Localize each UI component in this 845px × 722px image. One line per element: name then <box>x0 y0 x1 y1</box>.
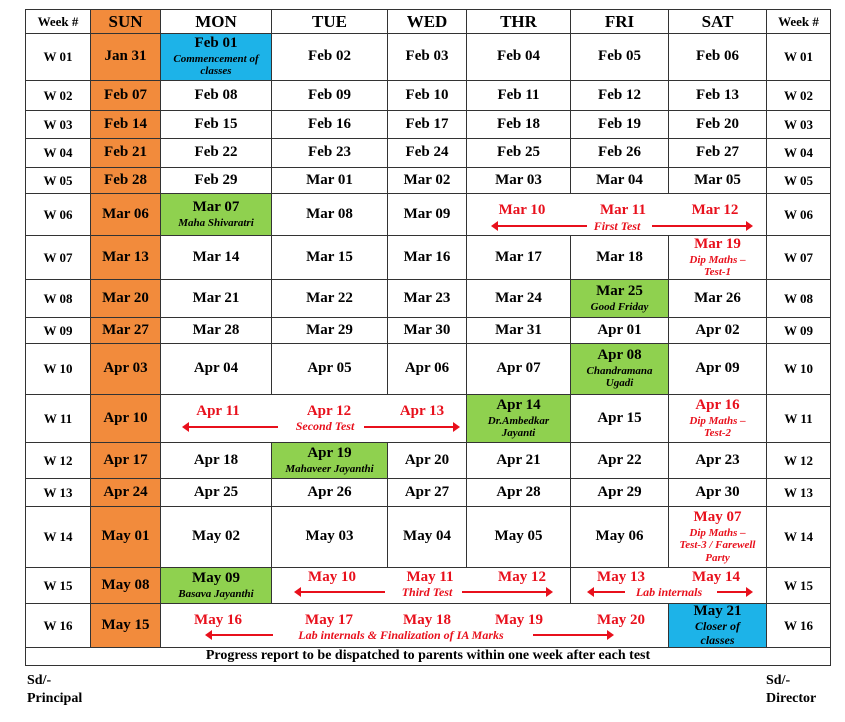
week-label-left: W 01 <box>25 33 91 81</box>
test-date-label: Apr 13 <box>399 403 445 419</box>
day-cell <box>466 394 571 443</box>
date-label: Mar 30 <box>403 321 451 338</box>
day-cell <box>668 603 767 648</box>
week-label-right: W 02 <box>766 80 831 111</box>
date-label: Apr 18 <box>193 451 239 468</box>
day-cell <box>570 317 669 344</box>
arrow-left-icon <box>300 591 385 593</box>
date-label: Mar 17 <box>495 248 542 265</box>
arrow-right-icon <box>533 634 608 636</box>
date-label: Feb 18 <box>497 115 540 132</box>
test-period-area <box>271 567 571 604</box>
date-label: Apr 24 <box>103 483 148 500</box>
date-label: Feb 25 <box>497 144 540 161</box>
test-date-label: May 19 <box>495 612 543 628</box>
day-cell <box>160 193 272 236</box>
principal-signature <box>27 672 82 708</box>
day-cell <box>466 33 571 81</box>
week-label-right: W 07 <box>766 235 831 280</box>
day-cell <box>90 394 161 443</box>
day-cell <box>570 80 669 111</box>
test-period-area <box>160 603 669 648</box>
day-cell <box>90 343 161 395</box>
date-label: Feb 08 <box>194 86 238 103</box>
week-label-left: W 14 <box>25 506 91 568</box>
date-label: Apr 22 <box>597 451 642 468</box>
date-label: Apr 20 <box>404 451 450 468</box>
test-date-label: May 11 <box>406 569 454 585</box>
arrow-left-icon <box>593 591 625 593</box>
day-cell <box>271 478 388 507</box>
date-label: Mar 26 <box>694 289 741 306</box>
test-date-label: May 16 <box>194 612 242 628</box>
test-name-label: Second Test <box>295 419 355 433</box>
test-date-label: Mar 10 <box>498 202 546 218</box>
day-cell <box>271 343 388 395</box>
day-cell <box>570 33 669 81</box>
day-cell <box>387 317 467 344</box>
day-cell <box>160 138 272 168</box>
day-cell <box>668 33 767 81</box>
date-label: Apr 21 <box>496 451 541 468</box>
day-cell <box>387 478 467 507</box>
date-label: Apr 23 <box>695 451 740 468</box>
week-label-right: W 01 <box>766 33 831 81</box>
test-date-label: Apr 12 <box>306 403 352 419</box>
day-cell <box>271 235 388 280</box>
day-cell <box>90 506 161 568</box>
day-cell <box>668 80 767 111</box>
date-label: Apr 14 <box>496 396 541 413</box>
day-cell <box>160 442 272 479</box>
day-cell <box>387 343 467 395</box>
week-label-right: W 03 <box>766 110 831 139</box>
day-cell <box>90 167 161 194</box>
week-label-left: W 16 <box>25 603 91 648</box>
week-label-right: W 16 <box>766 603 831 648</box>
day-cell <box>466 506 571 568</box>
day-cell <box>90 235 161 280</box>
week-label-right: W 10 <box>766 343 831 395</box>
day-cell <box>387 235 467 280</box>
day-cell <box>160 167 272 194</box>
header-wed: WED <box>387 9 467 34</box>
week-label-left: W 05 <box>25 167 91 194</box>
day-cell <box>90 80 161 111</box>
date-label: Mar 03 <box>495 171 542 188</box>
date-label: Apr 08 <box>597 347 642 364</box>
test-name-label: First Test <box>593 219 641 233</box>
test-date-label: May 17 <box>305 612 353 628</box>
day-cell <box>271 80 388 111</box>
day-cell <box>160 80 272 111</box>
day-cell <box>570 138 669 168</box>
date-label: Feb 28 <box>104 171 147 188</box>
day-cell <box>387 167 467 194</box>
date-label: Feb 15 <box>194 115 238 132</box>
day-cell <box>570 110 669 139</box>
day-cell <box>160 567 272 604</box>
test-name-label: Lab internals & Finalization of IA Marks <box>298 628 504 642</box>
event-note: Mahaveer Jayanthi <box>285 462 374 475</box>
date-label: Feb 13 <box>696 86 739 103</box>
day-cell <box>160 110 272 139</box>
day-cell <box>466 478 571 507</box>
week-label-right: W 09 <box>766 317 831 344</box>
arrow-right-icon <box>462 591 547 593</box>
day-cell <box>90 279 161 318</box>
day-cell <box>90 317 161 344</box>
date-label: Mar 14 <box>192 248 240 265</box>
week-label-right: W 12 <box>766 442 831 479</box>
date-label: Feb 12 <box>598 86 641 103</box>
week-label-right: W 14 <box>766 506 831 568</box>
director-title: Director <box>766 691 817 707</box>
arrow-right-icon <box>717 591 747 593</box>
date-label: Mar 08 <box>306 205 353 222</box>
day-cell <box>387 138 467 168</box>
date-label: Apr 28 <box>496 483 541 500</box>
day-cell <box>90 478 161 507</box>
date-label: Mar 04 <box>596 171 643 188</box>
date-label: Mar 02 <box>403 171 451 188</box>
date-label: Feb 06 <box>696 48 739 65</box>
date-label: Apr 15 <box>597 409 642 426</box>
day-cell <box>160 317 272 344</box>
date-label: Mar 15 <box>306 248 353 265</box>
day-cell <box>271 138 388 168</box>
event-note: Closer of classes <box>695 619 740 647</box>
date-label: May 01 <box>101 528 150 545</box>
date-label: Mar 29 <box>306 321 353 338</box>
event-note: Basava Jayanthi <box>178 587 254 600</box>
date-label: May 05 <box>494 528 543 545</box>
day-cell <box>570 478 669 507</box>
week-label-left: W 02 <box>25 80 91 111</box>
header-sat: SAT <box>668 9 767 34</box>
date-label: Feb 29 <box>194 171 238 188</box>
date-label: Apr 02 <box>695 321 740 338</box>
date-label: Feb 01 <box>194 35 238 52</box>
date-label: Apr 01 <box>597 321 642 338</box>
test-date-label: May 14 <box>692 569 740 585</box>
date-label: Feb 11 <box>497 86 540 103</box>
week-label-left: W 04 <box>25 138 91 168</box>
date-label: Apr 04 <box>193 360 239 377</box>
header-week: Week # <box>25 9 91 34</box>
date-label: Mar 18 <box>596 248 643 265</box>
test-date-label: May 18 <box>403 612 451 628</box>
event-note: Dip Maths – Test-3 / Farewell Party <box>679 526 756 564</box>
date-label: Apr 10 <box>103 409 148 426</box>
event-note: Dip Maths – Test-2 <box>689 414 746 439</box>
day-cell <box>466 80 571 111</box>
date-label: Feb 14 <box>104 115 147 132</box>
date-label: May 04 <box>403 528 451 545</box>
week-label-left: W 09 <box>25 317 91 344</box>
day-cell <box>668 442 767 479</box>
date-label: May 07 <box>693 509 742 526</box>
week-label-right: W 05 <box>766 167 831 194</box>
day-cell <box>271 167 388 194</box>
day-cell <box>271 279 388 318</box>
date-label: Apr 07 <box>496 360 541 377</box>
day-cell <box>570 442 669 479</box>
week-label-left: W 13 <box>25 478 91 507</box>
date-label: Apr 06 <box>404 360 450 377</box>
date-label: Apr 25 <box>193 483 239 500</box>
test-date-label: May 20 <box>597 612 645 628</box>
date-label: Mar 09 <box>403 205 451 222</box>
date-label: Feb 03 <box>405 48 449 65</box>
test-date-label: Apr 11 <box>196 403 240 419</box>
date-label: Mar 22 <box>306 289 353 306</box>
event-note: Dr.Ambedkar Jayanti <box>487 414 550 439</box>
principal-title: Principal <box>27 691 83 707</box>
date-label: Feb 24 <box>405 144 449 161</box>
day-cell <box>668 138 767 168</box>
week-label-left: W 06 <box>25 193 91 236</box>
event-note: Dip Maths – Test-1 <box>689 253 746 278</box>
day-cell <box>570 506 669 568</box>
event-note: Chandramana Ugadi <box>586 365 653 390</box>
day-cell <box>90 110 161 139</box>
test-name-label: Third Test <box>401 585 453 599</box>
week-label-right: W 11 <box>766 394 831 443</box>
day-cell <box>90 193 161 236</box>
week-label-left: W 11 <box>25 394 91 443</box>
date-label: Mar 31 <box>495 321 542 338</box>
date-label: Apr 27 <box>404 483 450 500</box>
date-label: Feb 02 <box>308 48 351 65</box>
test-date-label: Mar 12 <box>691 202 739 218</box>
week-label-left: W 03 <box>25 110 91 139</box>
day-cell <box>466 167 571 194</box>
week-label-left: W 07 <box>25 235 91 280</box>
date-label: Mar 25 <box>596 282 643 299</box>
date-label: Feb 17 <box>405 115 449 132</box>
test-date-label: Mar 11 <box>600 202 646 218</box>
day-cell <box>466 110 571 139</box>
date-label: Mar 13 <box>102 248 149 265</box>
day-cell <box>271 33 388 81</box>
principal-sd: Sd/- <box>27 673 52 688</box>
header-fri: FRI <box>570 9 669 34</box>
event-note: Maha Shivaratri <box>178 216 254 229</box>
day-cell <box>570 167 669 194</box>
day-cell <box>387 193 467 236</box>
date-label: May 15 <box>101 616 150 633</box>
header-mon: MON <box>160 9 272 34</box>
week-label-left: W 12 <box>25 442 91 479</box>
day-cell <box>466 343 571 395</box>
date-label: Mar 05 <box>694 171 741 188</box>
date-label: May 06 <box>595 528 644 545</box>
week-label-right: W 04 <box>766 138 831 168</box>
date-label: Feb 16 <box>308 115 351 132</box>
day-cell <box>90 442 161 479</box>
test-period-area <box>160 394 467 443</box>
day-cell <box>387 279 467 318</box>
date-label: Mar 24 <box>495 289 542 306</box>
date-label: May 08 <box>101 576 150 593</box>
date-label: Mar 20 <box>102 289 149 306</box>
header-tue: TUE <box>271 9 388 34</box>
date-label: Mar 23 <box>403 289 451 306</box>
date-label: Apr 09 <box>695 360 740 377</box>
test-date-label: May 12 <box>498 569 546 585</box>
date-label: Feb 07 <box>104 86 147 103</box>
day-cell <box>570 279 669 318</box>
day-cell <box>570 394 669 443</box>
test-date-label: May 13 <box>597 569 645 585</box>
day-cell <box>668 317 767 344</box>
arrow-left-icon <box>188 426 278 428</box>
test-date-label: May 10 <box>308 569 356 585</box>
day-cell <box>668 343 767 395</box>
date-label: Apr 05 <box>307 360 352 377</box>
date-label: Apr 03 <box>103 360 148 377</box>
day-cell <box>271 317 388 344</box>
day-cell <box>160 33 272 81</box>
day-cell <box>387 442 467 479</box>
date-label: Feb 23 <box>308 144 351 161</box>
test-name-label: Lab internals <box>635 585 703 599</box>
test-period-area <box>570 567 767 604</box>
date-label: May 21 <box>693 603 742 619</box>
day-cell <box>271 110 388 139</box>
date-label: Feb 22 <box>194 144 238 161</box>
date-label: Apr 26 <box>307 483 352 500</box>
day-cell <box>160 506 272 568</box>
day-cell <box>466 442 571 479</box>
date-label: Mar 19 <box>694 235 741 252</box>
date-label: Feb 19 <box>598 115 641 132</box>
date-label: Apr 30 <box>695 483 740 500</box>
day-cell <box>387 33 467 81</box>
week-label-left: W 08 <box>25 279 91 318</box>
day-cell <box>570 343 669 395</box>
date-label: Mar 06 <box>102 205 149 222</box>
date-label: Mar 28 <box>192 321 240 338</box>
day-cell <box>466 138 571 168</box>
day-cell <box>668 235 767 280</box>
date-label: Mar 07 <box>192 198 240 215</box>
date-label: Jan 31 <box>104 48 147 65</box>
date-label: Feb 05 <box>598 48 641 65</box>
week-label-right: W 06 <box>766 193 831 236</box>
day-cell <box>387 110 467 139</box>
header-week-right: Week # <box>766 9 831 34</box>
arrow-left-icon <box>497 225 587 227</box>
date-label: Mar 16 <box>403 248 451 265</box>
day-cell <box>668 394 767 443</box>
director-sd: Sd/- <box>766 673 791 688</box>
header-thr: THR <box>466 9 571 34</box>
day-cell <box>160 235 272 280</box>
day-cell <box>466 235 571 280</box>
test-period-area <box>466 193 767 236</box>
date-label: Feb 10 <box>405 86 449 103</box>
day-cell <box>668 279 767 318</box>
progress-report-note: Progress report to be dispatched to parents within one week after each test <box>25 647 831 666</box>
date-label: Feb 09 <box>308 86 351 103</box>
week-label-right: W 13 <box>766 478 831 507</box>
week-label-left: W 10 <box>25 343 91 395</box>
day-cell <box>90 603 161 648</box>
day-cell <box>668 167 767 194</box>
date-label: Mar 21 <box>192 289 240 306</box>
date-label: Feb 26 <box>598 144 641 161</box>
date-label: Feb 21 <box>104 144 147 161</box>
date-label: Apr 19 <box>307 444 352 461</box>
day-cell <box>570 235 669 280</box>
week-label-right: W 08 <box>766 279 831 318</box>
date-label: Feb 04 <box>497 48 540 65</box>
day-cell <box>668 506 767 568</box>
academic-calendar <box>25 9 830 665</box>
week-label-right: W 15 <box>766 567 831 604</box>
day-cell <box>90 138 161 168</box>
day-cell <box>160 478 272 507</box>
date-label: Apr 16 <box>695 396 740 413</box>
day-cell <box>466 317 571 344</box>
date-label: Apr 29 <box>597 483 642 500</box>
day-cell <box>668 478 767 507</box>
day-cell <box>466 279 571 318</box>
date-label: Mar 01 <box>306 171 353 188</box>
day-cell <box>271 193 388 236</box>
date-label: Feb 27 <box>696 144 739 161</box>
event-note: Commencement of classes <box>173 53 259 78</box>
arrow-left-icon <box>211 634 273 636</box>
date-label: May 09 <box>192 569 240 586</box>
date-label: Apr 17 <box>103 451 148 468</box>
day-cell <box>387 80 467 111</box>
director-signature <box>766 672 816 708</box>
date-label: May 02 <box>192 528 240 545</box>
date-label: Feb 20 <box>696 115 739 132</box>
date-label: May 03 <box>305 528 354 545</box>
week-label-left: W 15 <box>25 567 91 604</box>
day-cell <box>90 567 161 604</box>
day-cell <box>160 279 272 318</box>
day-cell <box>90 33 161 81</box>
day-cell <box>668 110 767 139</box>
day-cell <box>271 442 388 479</box>
day-cell <box>271 506 388 568</box>
date-label: Mar 27 <box>102 321 149 338</box>
event-note: Good Friday <box>590 300 649 313</box>
day-cell <box>160 343 272 395</box>
day-cell <box>387 506 467 568</box>
arrow-right-icon <box>364 426 454 428</box>
header-sun: SUN <box>90 9 161 34</box>
arrow-right-icon <box>652 225 747 227</box>
